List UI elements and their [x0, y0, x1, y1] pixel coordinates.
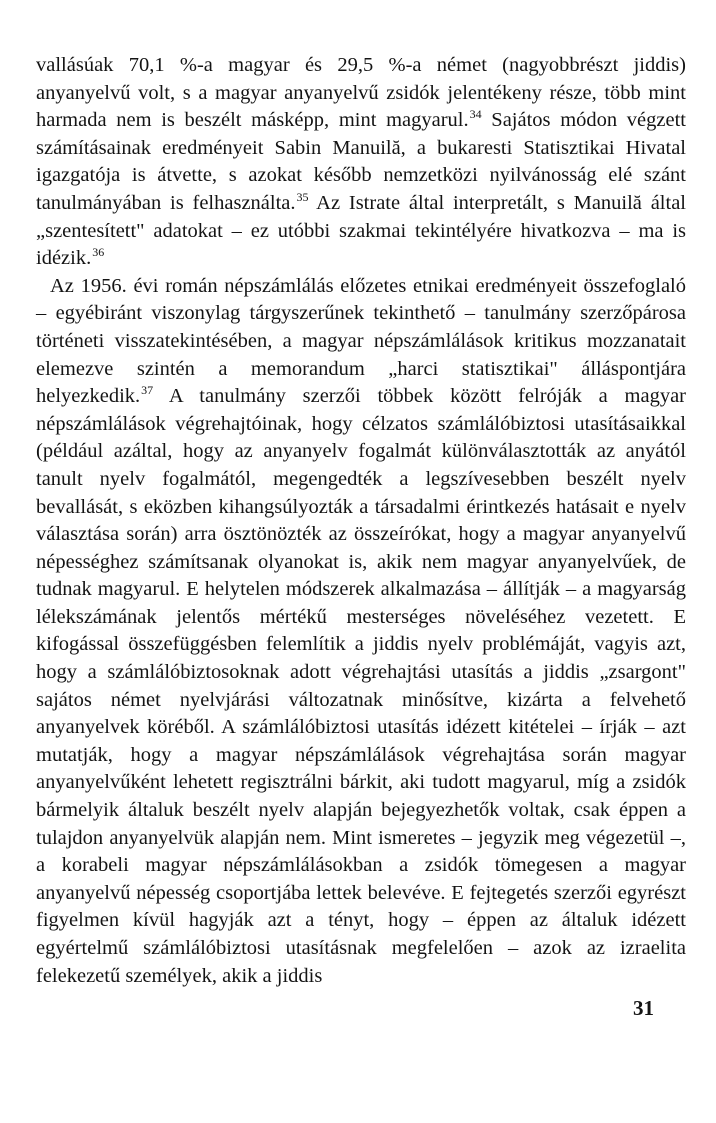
footnote-marker: 35 — [296, 189, 309, 204]
footnote-marker: 37 — [141, 383, 154, 398]
text-run: Az 1956. évi román népszámlálás előzetes etnikai eredményeit összefoglaló – egyébiránt viszonylag tárgyszerűnek tekinthető – tanulmány szerzőpárosa történeti visszatekintésében, a magyar népszámlálások kritikus mozzanatait elemezve szintén a memorandum „harci statisztikai" álláspontjára helyezkedik. — [36, 274, 686, 408]
text-run: Sajátos módon végzett számításainak eredményeit Sabin Manuilă, a bukaresti Statisztikai Hivatal igazgatója is átvette, s azokat később nemzetközi nyilvánosság elé szánt tanulmányában is felhasználta. — [36, 109, 686, 214]
text-run: A tanulmány szerzői többek között felróják a magyar népszámlálások végrehajtóinak, hogy célzatos számlálóbiztosi utasításaikkal (például azáltal, hogy az anyanyelv fogalmát különválasztották az anyától tanult nyelv fogalmától, megengedték a legszívesebben beszélt nyelv bevallását, s eközben kihangsúlyozták a társadalmi érintkezés hatásait e nyelv választása során) arra ösztönözték az összeírókat, hogy a magyar anyanyelvű népességhez számítsanak olyanokat is, akik nem magyar anyanyelvűek, de tudnak magyarul. E helytelen módszerek alkalmazása – állítják – a magyarság lélekszámának jelentős mértékű mesterséges növeléséhez vezetett. E kifogással összefüggésben felemlítik a jiddis nyelv problémáját, vagyis azt, hogy a számlálóbiztosoknak adott végrehajtási utasítás a jiddis „zsargont" sajátos német nyelvjárási változatnak minősítve, kizárta a felvehető anyanyelvek köréből. A számlálóbiztosi utasítás idézett kitételei – írják – azt mutatják, hogy a magyar népszámlálások végrehajtása során magyar anyanyelvűként lehetett regisztrálni bárkit, aki tudott magyarul, míg a zsidók bármelyik általuk beszélt nyelv alapján bejegyezhetők voltak, csak éppen a tulajdon anyanyelvük alapján nem. Mint ismeretes – jegyzik meg végezetül –, a korabeli magyar népszámlálásokban a zsidók tömegesen a magyar anyanyelvű népesség csoportjába lettek belevéve. E fejtegetés szerzői egyrészt figyelmen kívül hagyják azt a tényt, hogy – éppen az általuk idézett egyértelmű számlálóbiztosi utasításnak megfelelően – azok az izraelita felekezetű személyek, akik a jiddis — [36, 385, 686, 987]
footnote-marker: 34 — [469, 107, 482, 122]
footnote-marker: 36 — [92, 245, 105, 260]
paragraph — [36, 273, 686, 990]
page-number: 31 — [633, 996, 654, 1020]
body-text — [36, 52, 686, 990]
paragraph — [36, 52, 686, 273]
text-run: vallásúak 70,1 %-a magyar és 29,5 %-a német (nagyobbrészt jiddis) anyanyelvű volt, s a magyar anyanyelvű zsidók jelentékeny része, több mint harmada nem is beszélt másképp, mint magyarul. — [36, 54, 686, 132]
text-run: Az Istrate által interpretált, s Manuilă által „szentesített" adatokat – ez utóbbi szakmai tekintélyére hivatkozva – ma is idézik. — [36, 191, 686, 270]
